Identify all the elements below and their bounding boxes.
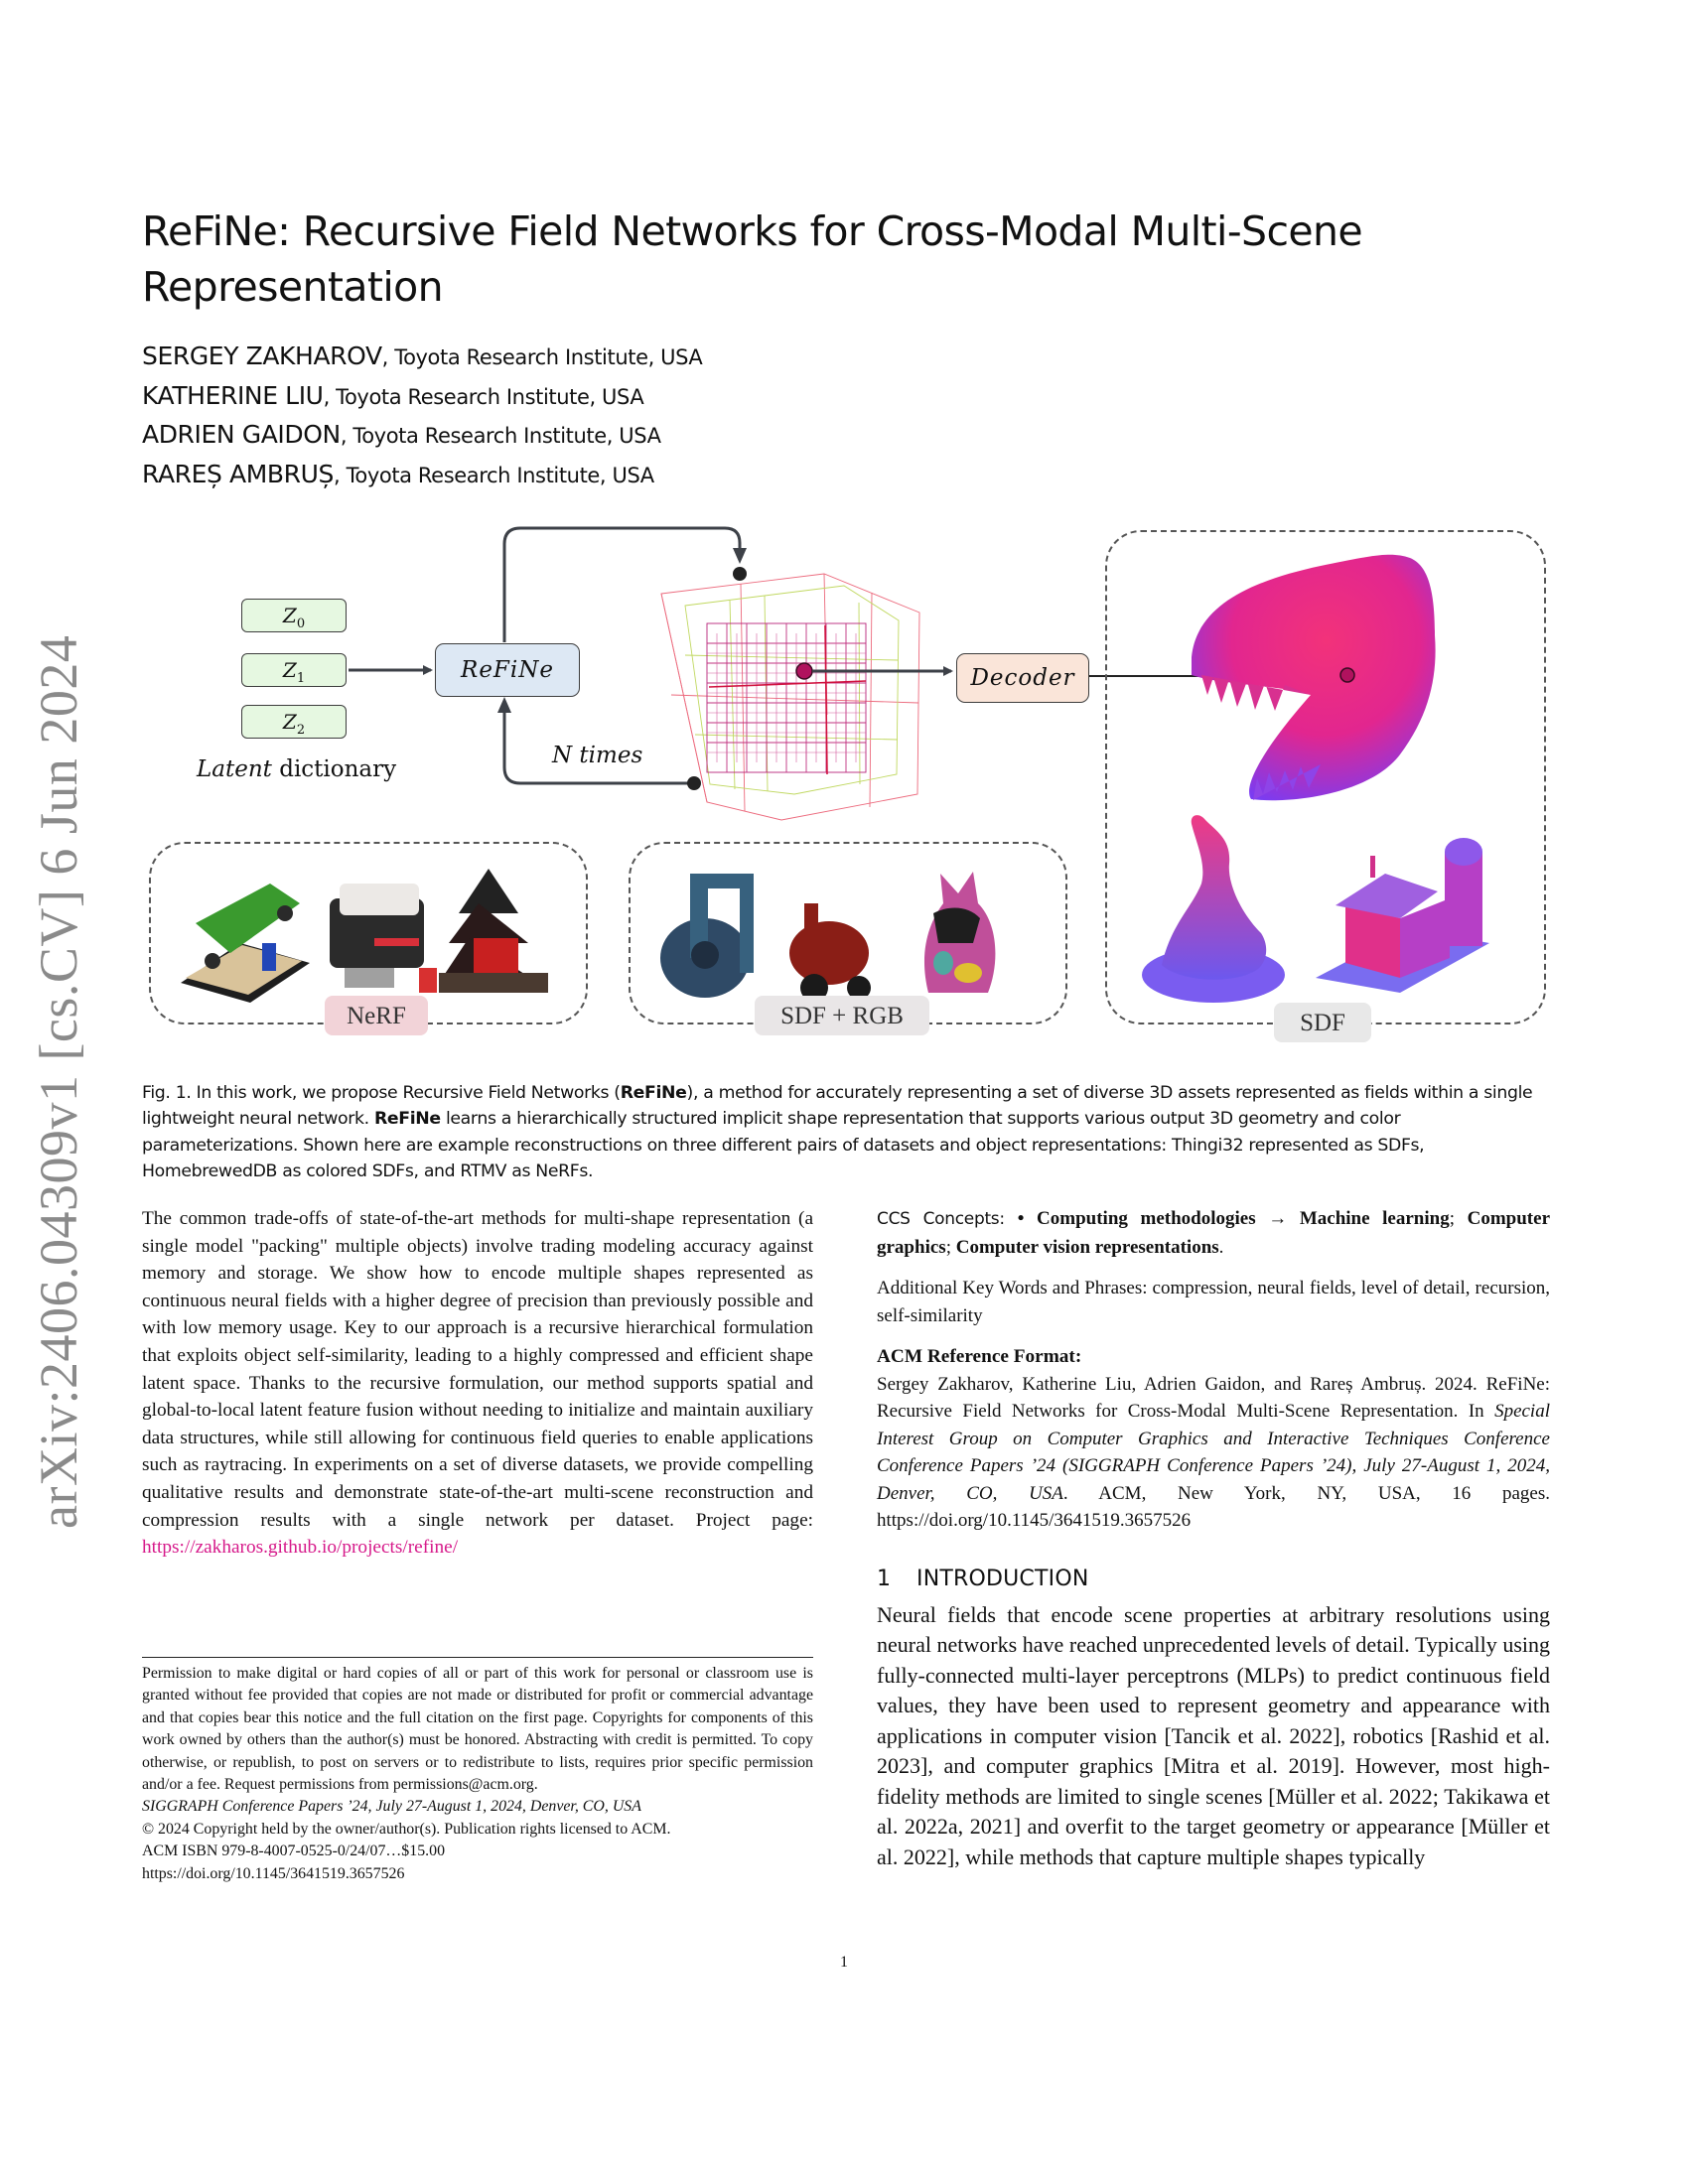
author-name: KATHERINE LIU	[142, 380, 324, 410]
doi-line: https://doi.org/10.1145/3641519.3657526	[142, 1864, 405, 1882]
farmhouse-render	[1316, 838, 1489, 993]
refine-to-cube-arrow	[504, 528, 740, 642]
sdf-panel	[1105, 530, 1546, 1024]
author-line	[142, 377, 702, 417]
n-times-label: N times	[552, 743, 643, 768]
permission-notice: Permission to make digital or hard copies of all or part of this work for personal or classroom use is granted without fee provided that copies are not made or distributed for profit or commercial advantage and that copies bear this notice and the full citation on the first page. Copyrights for components of this work owned by others than the author(s) must be honored. Abstracting with credit is permitted. To copy otherwise, or republish, to post on servers or to redistribute to lists, requires prior specific permission and/or a fee. Request permissions from permissions@acm.org.	[142, 1665, 813, 1794]
section-heading-introduction: 1 INTRODUCTION	[877, 1566, 1089, 1591]
author-line	[142, 416, 702, 456]
cube-bottom-corner-dot	[687, 776, 701, 790]
acm-reference-format: Sergey Zakharov, Katherine Liu, Adrien Gaidon, and Rareș Ambruș. 2024. ReFiNe: Recursive Field Networks for Cross-Modal Multi-Scene Representation. In Special Interest Group on Computer Graphics and Interactive Techniques Conference Conference Papers ’24 (SIGGRAPH Conference Papers ’24), July 27-August 1, 2024, Denver, CO, USA. ACM, New York, NY, USA, 16 pages. https://doi.org/10.1145/3641519.3657526	[877, 1373, 1551, 1531]
abstract-text: The common trade-offs of state-of-the-art methods for multi-shape representation (a single model "packing" multiple objects) involve trading modeling accuracy against memory and storage. We show how to encode multiple shapes represented as continuous neural fields with a higher degree of precision than previously possible and with low memory usage. Key to our approach is a recursive hierarchical formulation that exploits object self-similarity, leading to a highly compressed and efficient shape latent space. Thanks to the recursive formulation, our method supports spatial and global-to-local latent feature fusion without needing to initialize and maintain auxiliary data structures, while still allowing for continuous field queries to enable applications such as raytracing. In experiments on a set of diverse datasets, we provide compelling qualitative results and demonstrate state-of-the-art multi-scene reconstruction and compression results with a single network per dataset. Project page:	[142, 1208, 813, 1531]
paper-title: ReFiNe: Recursive Field Networks for Cross-Modal Multi-Scene Representation	[142, 207, 1363, 311]
latent-z1-box: $Z_1$	[241, 653, 347, 687]
figure-caption: Fig. 1. In this work, we propose Recursive Field Networks (ReFiNe), a method for accurately representing a set of diverse 3D assets represented as fields within a single lightweight neural network. ReFiNe learns a hierarchically structured implicit shape representation that supports various output 3D geometry and color parameterizations. Shown here are example reconstructions on three different pairs of datasets and object representations: Thingi32 represented as SDFs, HomebrewedDB as colored SDFs, and RTMV as NeRFs.	[142, 1083, 1533, 1181]
copyright-line: © 2024 Copyright held by the owner/author(s). Publication rights licensed to ACM.	[142, 1820, 671, 1838]
footnote-divider	[142, 1657, 813, 1658]
caption-label: Fig. 1.	[142, 1083, 192, 1103]
author-name: SERGEY ZAKHAROV	[142, 341, 382, 370]
acm-reference-heading: ACM Reference Format:	[877, 1346, 1082, 1367]
author-name: ADRIEN GAIDON	[142, 420, 341, 449]
author-name: RAREȘ AMBRUȘ	[142, 459, 335, 488]
isbn-line: ACM ISBN 979-8-4007-0525-0/24/07…$15.00	[142, 1843, 446, 1860]
figure-diagram-graphics	[0, 0, 1688, 1052]
refine-network-box: ReFiNe	[435, 643, 580, 697]
abstract	[142, 1205, 813, 1562]
ntimes-feedback-arrow	[504, 711, 692, 783]
nerf-panel	[149, 842, 588, 1024]
introduction-paragraph: Neural fields that encode scene properties at arbitrary resolutions using neural networks have reached unprecedented levels of detail. Typically using fully-connected multi-layer perceptrons (MLPs) to predict continuous field values, they have been used to represent geometry and appearance with applications in computer vision [Tancik et al. 2022], robotics [Rashid et al. 2023], and computer graphics [Mitra et al. 2019]. However, most high-fidelity methods are limited to single scenes [Müller et al. 2022; Takikawa et al. 2022a, 2021] and overfit to the target geometry or appearance [Müller et al. 2022], while methods that capture multiple shapes typically	[877, 1601, 1550, 1869]
author-affiliation: , Toyota Research Institute, USA	[381, 345, 703, 369]
latent-z2-box: $Z_2$	[241, 705, 347, 739]
nerf-objects-render	[151, 844, 586, 1023]
page-number: 1	[840, 1954, 848, 1971]
trex-head-render	[1192, 555, 1436, 800]
author-affiliation: , Toyota Research Institute, USA	[340, 424, 661, 448]
sdf-tag: SDF	[1274, 1003, 1371, 1042]
ccs-concepts: CCS Concepts: • Computing methodologies → Machine learning; Computer graphics; Computer vision representations.	[877, 1208, 1551, 1258]
additional-keywords: Additional Key Words and Phrases: compression, neural fields, level of detail, recursion, self-similarity	[877, 1278, 1550, 1326]
cube-top-corner-dot	[733, 567, 747, 581]
right-column	[877, 1205, 1550, 1872]
decoder-box: Decoder	[956, 653, 1089, 703]
sdf-rgb-panel	[629, 842, 1067, 1024]
author-line	[142, 456, 702, 495]
figure-1	[0, 0, 1688, 1052]
nerf-tag: NeRF	[325, 996, 428, 1035]
latent-z0-box: $Z_0$	[241, 599, 347, 632]
venue-line: SIGGRAPH Conference Papers ’24, July 27-August 1, 2024, Denver, CO, USA	[142, 1798, 641, 1816]
query-point	[796, 663, 812, 679]
project-page-link[interactable]: https://zakharos.github.io/projects/refine/	[142, 1537, 459, 1559]
arxiv-identifier-stamp: arXiv:2406.04309v1 [cs.CV] 6 Jun 2024	[29, 634, 88, 1529]
author-list	[142, 338, 702, 494]
dragon-hand-statue-render	[1142, 815, 1285, 1003]
permission-footnote	[142, 1663, 813, 1885]
latent-dictionary-label: Latent dictionary	[197, 756, 397, 782]
sdf-rgb-objects-render	[631, 844, 1065, 1023]
author-affiliation: , Toyota Research Institute, USA	[323, 384, 644, 409]
octree-grid-cube	[661, 574, 919, 820]
sdf-rgb-tag: SDF + RGB	[755, 996, 929, 1035]
author-affiliation: , Toyota Research Institute, USA	[334, 463, 654, 487]
author-line	[142, 338, 702, 377]
